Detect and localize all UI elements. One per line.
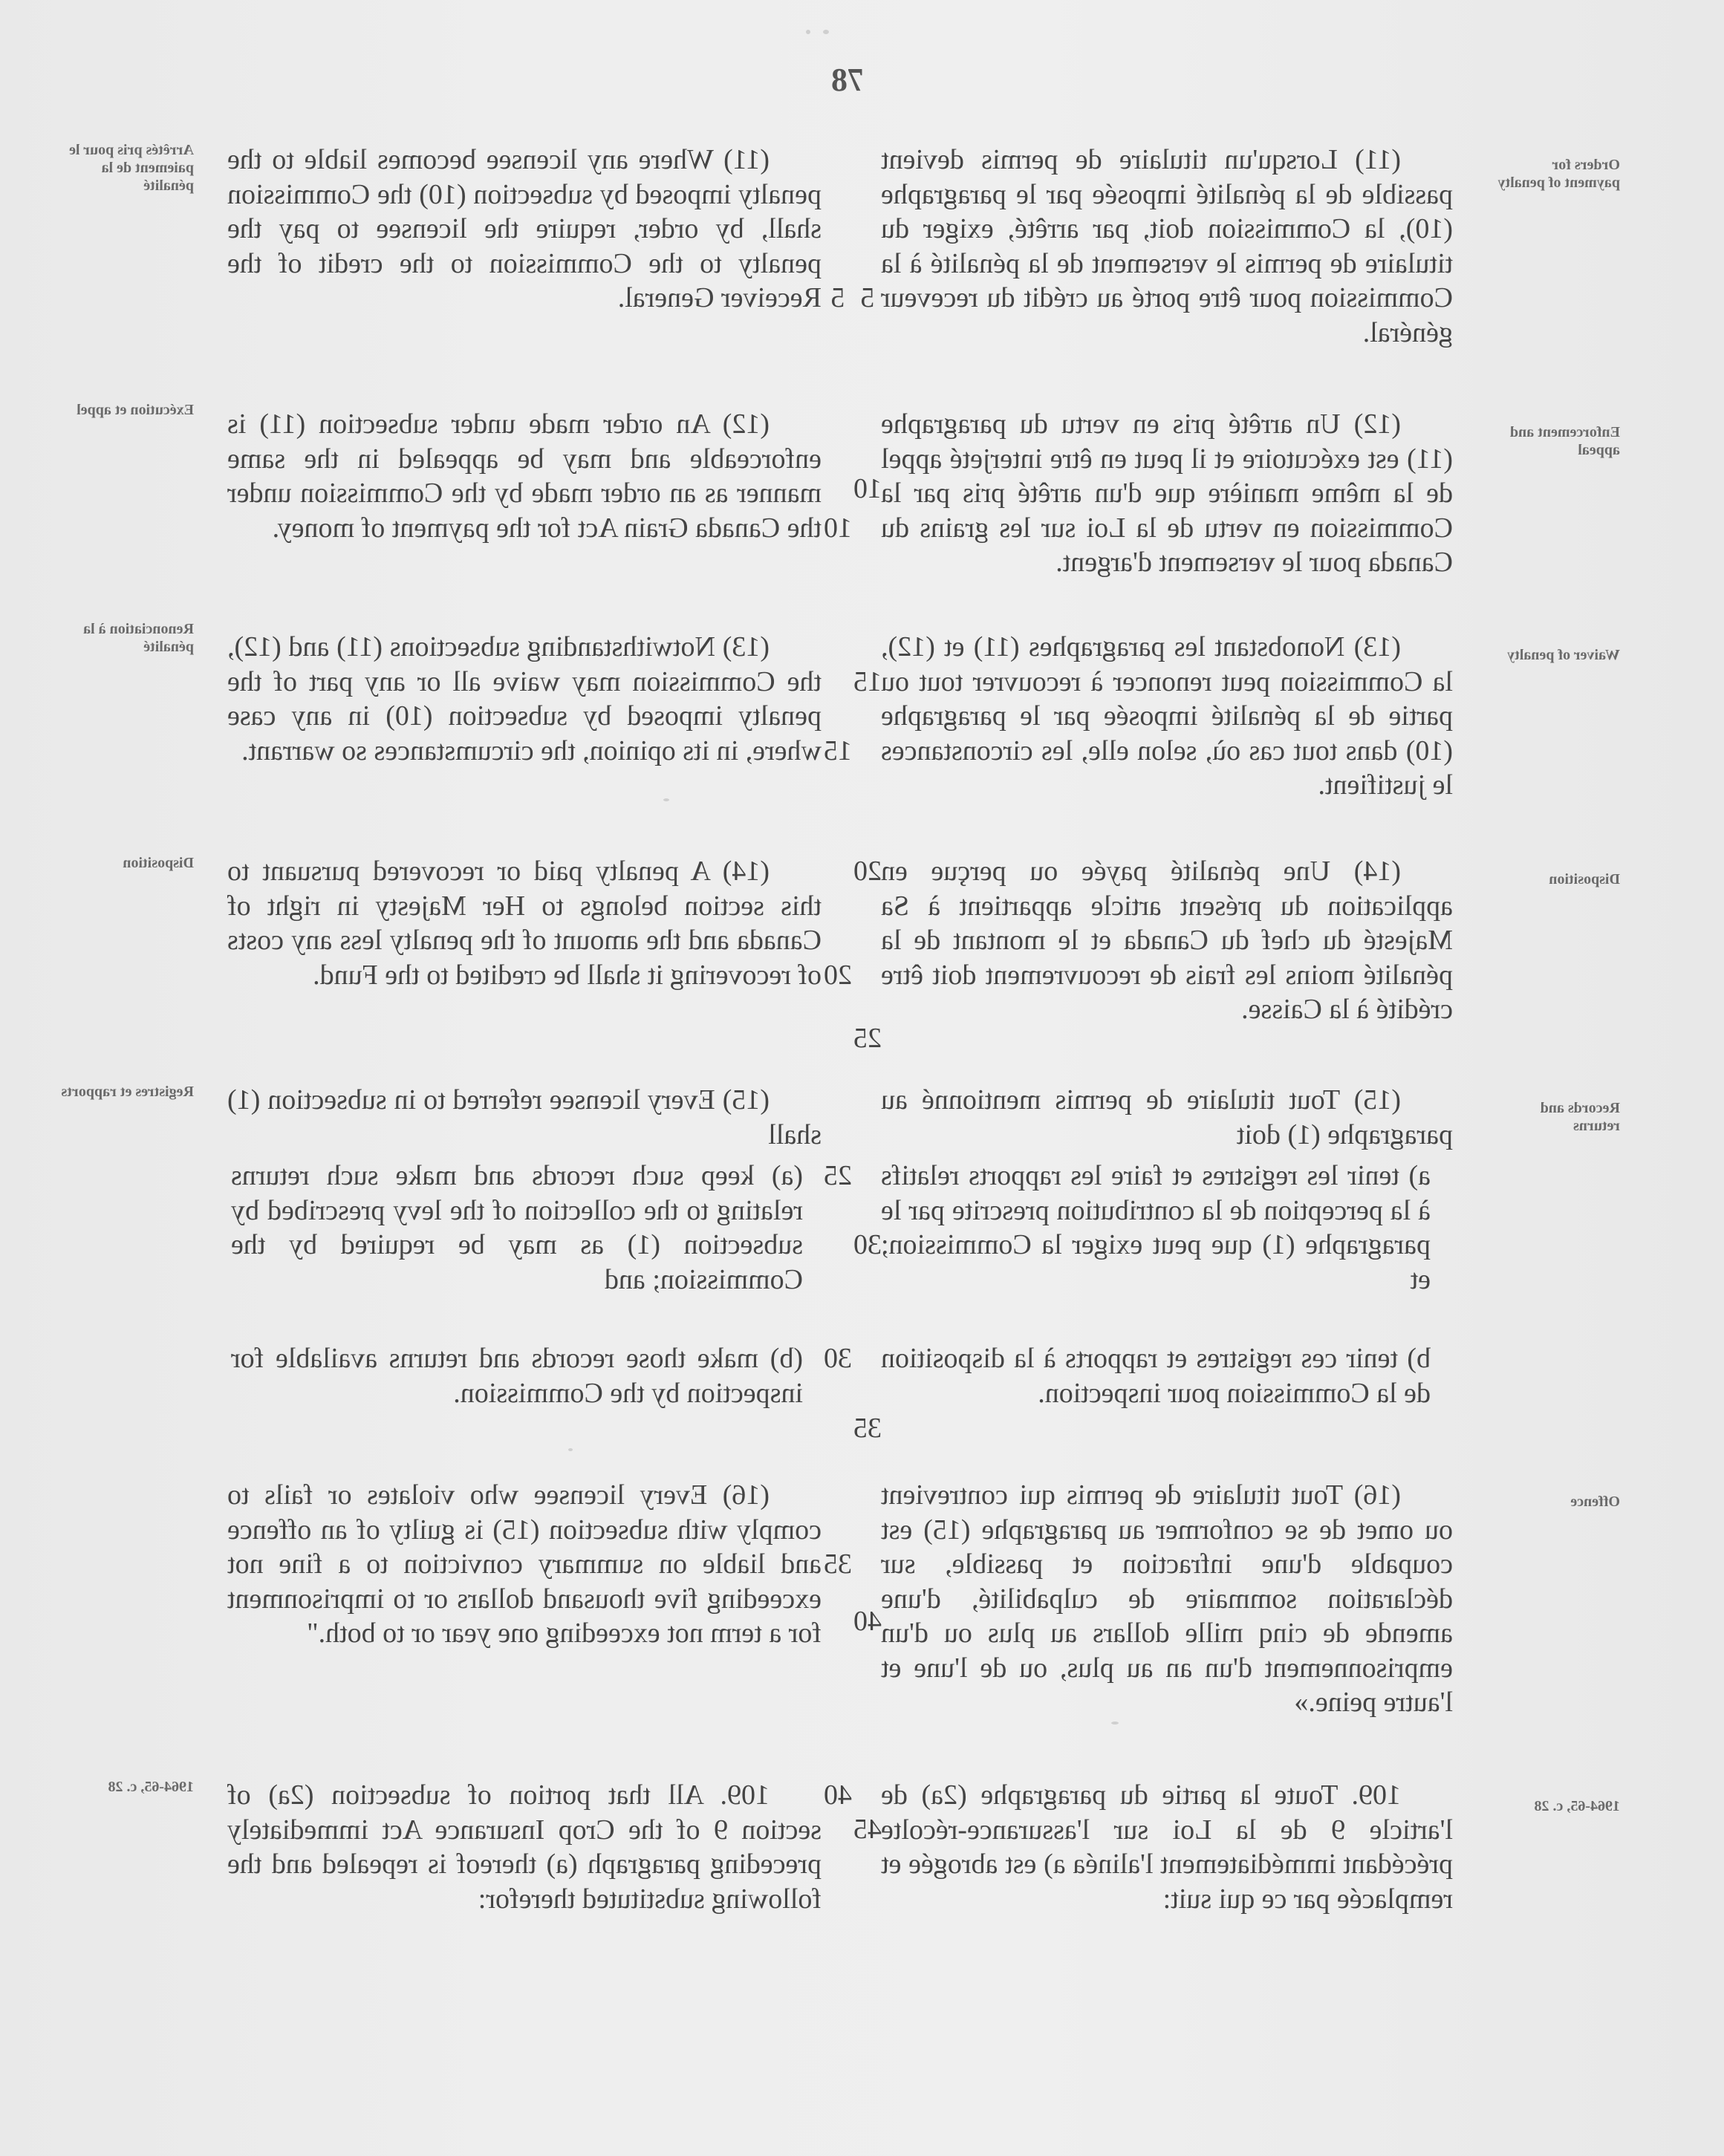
scan-speck [1111,1722,1119,1725]
margin-note-disposition-fr: Disposition [123,855,194,871]
fr-section-109: 109. Toute la partie du paragraphe (2a) de l'article 9 de la Loi sur l'assurance-récolte précédant immédiatement l'alinéa a) est abrogée et remplacée par ce qui suit: [881,1779,1453,1915]
scan-speck [568,1448,573,1451]
margin-note-offence: Offence [1570,1494,1620,1510]
fr-line-number: 20 [853,856,882,887]
margin-note-waiver: Waiver of penalty [1507,647,1620,663]
fr-paragraph-15a: a) tenir les registres et faire les rapports relatifs à la perception de la contribution prescrite par le paragraphe (1) que peut exiger la Commission; et [881,1160,1431,1295]
en-line-number: 25 [824,1160,852,1191]
en-section-109: 109. All that portion of subsection (2a) of section 9 of the Crop Insurance Act immediately preceding paragraph (a) thereof is repealed and the following substituted therefor: [227,1779,822,1915]
page-number: 78 [831,62,864,98]
margin-note-registres: Registres et rapports [61,1084,194,1100]
fr-paragraph-15: (15) Tout titulaire de permis mentionné au paragraphe (1) doit [881,1084,1453,1150]
en-line-number: 35 [824,1548,852,1580]
fr-line-number: 15 [853,666,882,697]
margin-note-execution: Exécution et appel [77,402,194,418]
fr-paragraph-12: (12) Un arrêté pris en vertu du paragraphe (11) est exécutoire et il peut en être interjeté appel de la même manière que d'un arrêté pris par la Commission en vertu de la Loi sur les grains du Canada pour le versement d'argent. [881,408,1453,578]
fr-line-number: 10 [853,473,882,504]
fr-paragraph-14: (14) Une pénalité payée ou perçue en application du présent article appartient à Sa Majesté du chef du Canada et le montant de la pénalité moins les frais de recouvrement doit être crédité à la Caisse. [881,856,1453,1025]
margin-note-renonciation: Renonciation à la pénalité [83,621,194,655]
scan-speck [823,30,829,34]
fr-paragraph-16: (16) Tout titulaire de permis qui contrevient ou omet de se conformer au paragraphe (15) est coupable d'une infraction et passible, sur déclaration sommaire de culpabilité, d'une amende de cinq mille dollars au plus ou d'un emprisonnement d'un an au plus, ou de l'une et l'autre peine.» [881,1479,1453,1718]
en-line-number: 10 [824,512,852,544]
en-line-number: 40 [824,1779,852,1811]
margin-note-records: Records and returns [1540,1100,1620,1134]
en-line-number: 30 [824,1343,852,1374]
fr-paragraph-15b: b) tenir ces registres et rapports à la disposition de la Commission pour inspection. [881,1343,1431,1409]
fr-line-number: 40 [853,1606,882,1637]
en-paragraph-15b: (b) make those records and returns available for inspection by the Commission. [231,1343,803,1409]
fr-line-number: 25 [853,1023,882,1054]
fr-paragraph-13: (13) Nonobstant les paragraphes (11) et (12), la Commission peut renoncer à recouvrer tout ou partie de la pénalité imposée par le paragraphe (10) dans tout cas où, selon elle, les circonstances le justifient. [881,631,1453,801]
en-paragraph-15: (15) Every licensee referred to in subsection (1) shall [227,1084,822,1150]
en-paragraph-15a: (a) keep such records and make such returns relating to the collection of the levy prescribed by subsection (1) as may be required by the Commission; and [231,1160,803,1295]
en-line-number: 20 [824,960,852,991]
margin-note-orders-payment: Orders for payment of penalty [1497,157,1620,191]
fr-line-number: 5 [860,282,875,313]
fr-line-number: 45 [853,1814,882,1845]
en-paragraph-14: (14) A penalty paid or recovered pursuant to this section belongs to Her Majesty in right of Canada and the amount of the penalty less any costs of recovering it shall be credited to the Fund. [227,856,822,991]
en-paragraph-11: (11) Where any licensee becomes liable to the penalty imposed by subsection (10) the Commission shall, by order, require the licensee to pay the penalty to the Commission to the credit of the Receiver General. [227,144,822,313]
en-line-number: 5 [830,282,845,313]
en-paragraph-16: (16) Every licensee who violates or fails to comply with subsection (15) is guilty of an offence and liable on summary conviction to a fine not exceeding five thousand dollars or to imprisonment for a term not exceeding one year or to both." [227,1479,822,1649]
fr-paragraph-11: (11) Lorsqu'un titulaire de permis devient passible de la pénalité imposée par le paragraphe (10), la Commission doit, par arrêté, exiger du titulaire de permis le versement de la pénalité à la Commission pour être porté au crédit du receveur général. [881,144,1453,348]
margin-note-statute-fr: 1964-65, c. 28 [108,1779,194,1795]
en-line-number: 15 [824,735,852,766]
margin-note-enforcement: Enforcement and appeal [1510,424,1620,458]
fr-line-number: 35 [853,1413,882,1444]
fr-line-number: 30 [853,1229,882,1260]
scan-speck [663,798,669,801]
margin-note-statute-en: 1964-65, c. 28 [1534,1798,1620,1814]
margin-note-arretes: Arrêtés pris pour le paiement de la pénalité [69,142,194,194]
en-paragraph-12: (12) An order made under subsection (11) is enforceable and may be appealed in the same manner as an order made by the Commission under the Canada Grain Act for the payment of money. [227,408,822,544]
margin-note-disposition: Disposition [1549,871,1620,888]
scan-speck [806,30,810,34]
en-paragraph-13: (13) Notwithstanding subsections (11) and (12), the Commission may waive all or any part of the penalty imposed by subsection (10) in any case where, in its opinion, the circumstances so warrant. [227,631,822,766]
